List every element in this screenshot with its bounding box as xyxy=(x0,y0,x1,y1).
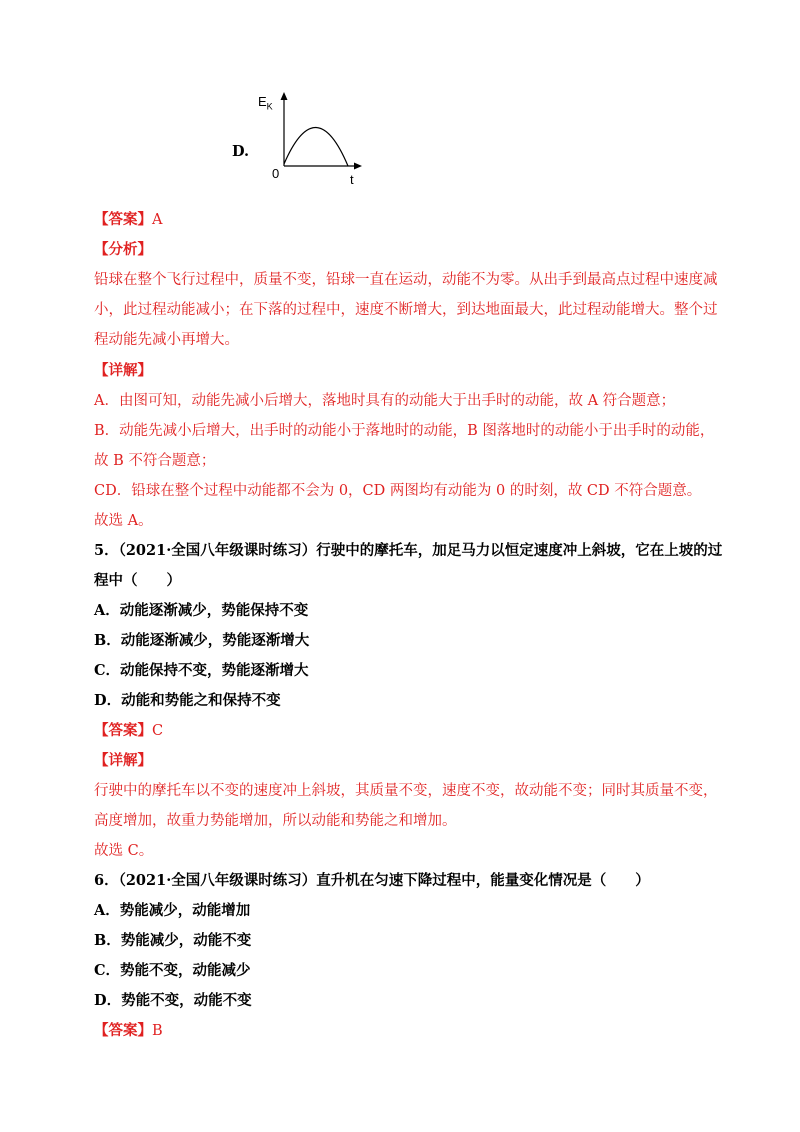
q6-option-a: A．势能减少，动能增加 xyxy=(94,902,251,919)
q6-option-b: B．势能减少，动能不变 xyxy=(94,932,252,949)
y-axis-arrow-icon xyxy=(281,92,288,100)
q4-detail-line-2: B．动能先减小后增大，出手时的动能小于落地时的动能，B 图落地时的动能小于出手时的动能， xyxy=(94,423,715,439)
q5-detail-line-3: 故选 C。 xyxy=(94,843,154,859)
y-axis-label: $E_K$ xyxy=(258,94,273,112)
q6-option-d: D．势能不变，动能不变 xyxy=(94,992,252,1009)
q4-detail-line-4: CD．铅球在整个过程中动能都不会为 0，CD 两图均有动能为 0 的时刻，故 CD 不符合题意。 xyxy=(94,483,702,499)
q5-detail-tag: 【详解】 xyxy=(94,752,152,769)
q4-detail-line-3: 故 B 不符合题意； xyxy=(94,453,216,469)
q6-answer: 【答案】B xyxy=(94,1022,163,1039)
q5-option-c: C．动能保持不变，势能逐渐增大 xyxy=(94,662,309,679)
q4-answer: 【答案】A xyxy=(94,211,163,228)
q5-option-b: B．动能逐渐减少，势能逐渐增大 xyxy=(94,632,310,649)
q4-analysis-tag: 【分析】 xyxy=(94,241,152,258)
ek-curve xyxy=(284,127,348,166)
option-d-label: D. xyxy=(232,143,250,160)
q5-option-d: D．动能和势能之和保持不变 xyxy=(94,692,281,709)
kinetic-energy-graph xyxy=(232,88,372,188)
origin-label: 0 xyxy=(272,166,280,181)
q5-stem-line-1: 5．（2021·全国八年级课时练习）行驶中的摩托车，加足马力以恒定速度冲上斜坡，它在上坡的过 xyxy=(94,542,723,559)
q5-answer: 【答案】C xyxy=(94,722,164,739)
q5-option-a: A．动能逐渐减少，势能保持不变 xyxy=(94,602,309,619)
q5-detail-line-1: 行驶中的摩托车以不变的速度冲上斜坡，其质量不变，速度不变，故动能不变；同时其质量不变， xyxy=(94,783,718,799)
q4-analysis-line-3: 程动能先减小再增大。 xyxy=(94,332,239,348)
x-axis-arrow-icon xyxy=(354,163,362,170)
q4-detail-tag: 【详解】 xyxy=(94,362,152,379)
q6-stem: 6．（2021·全国八年级课时练习）直升机在匀速下降过程中，能量变化情况是（ ） xyxy=(94,872,650,889)
q4-detail-line-1: A．由图可知，动能先减小后增大，落地时具有的动能大于出手时的动能，故 A 符合题意； xyxy=(94,393,676,409)
q4-analysis-line-1: 铅球在整个飞行过程中，质量不变，铅球一直在运动，动能不为零。从出手到最高点过程中速度减 xyxy=(94,272,718,288)
q4-analysis-line-2: 小，此过程动能减小；在下落的过程中，速度不断增大，到达地面最大，此过程动能增大。整个过 xyxy=(94,302,718,318)
x-axis-label: t xyxy=(350,172,354,187)
q5-detail-line-2: 高度增加，故重力势能增加，所以动能和势能之和增加。 xyxy=(94,813,457,829)
q6-option-c: C．势能不变，动能减少 xyxy=(94,962,251,979)
q5-stem-line-2: 程中（ ） xyxy=(94,572,181,589)
q4-detail-line-5: 故选 A。 xyxy=(94,513,153,529)
